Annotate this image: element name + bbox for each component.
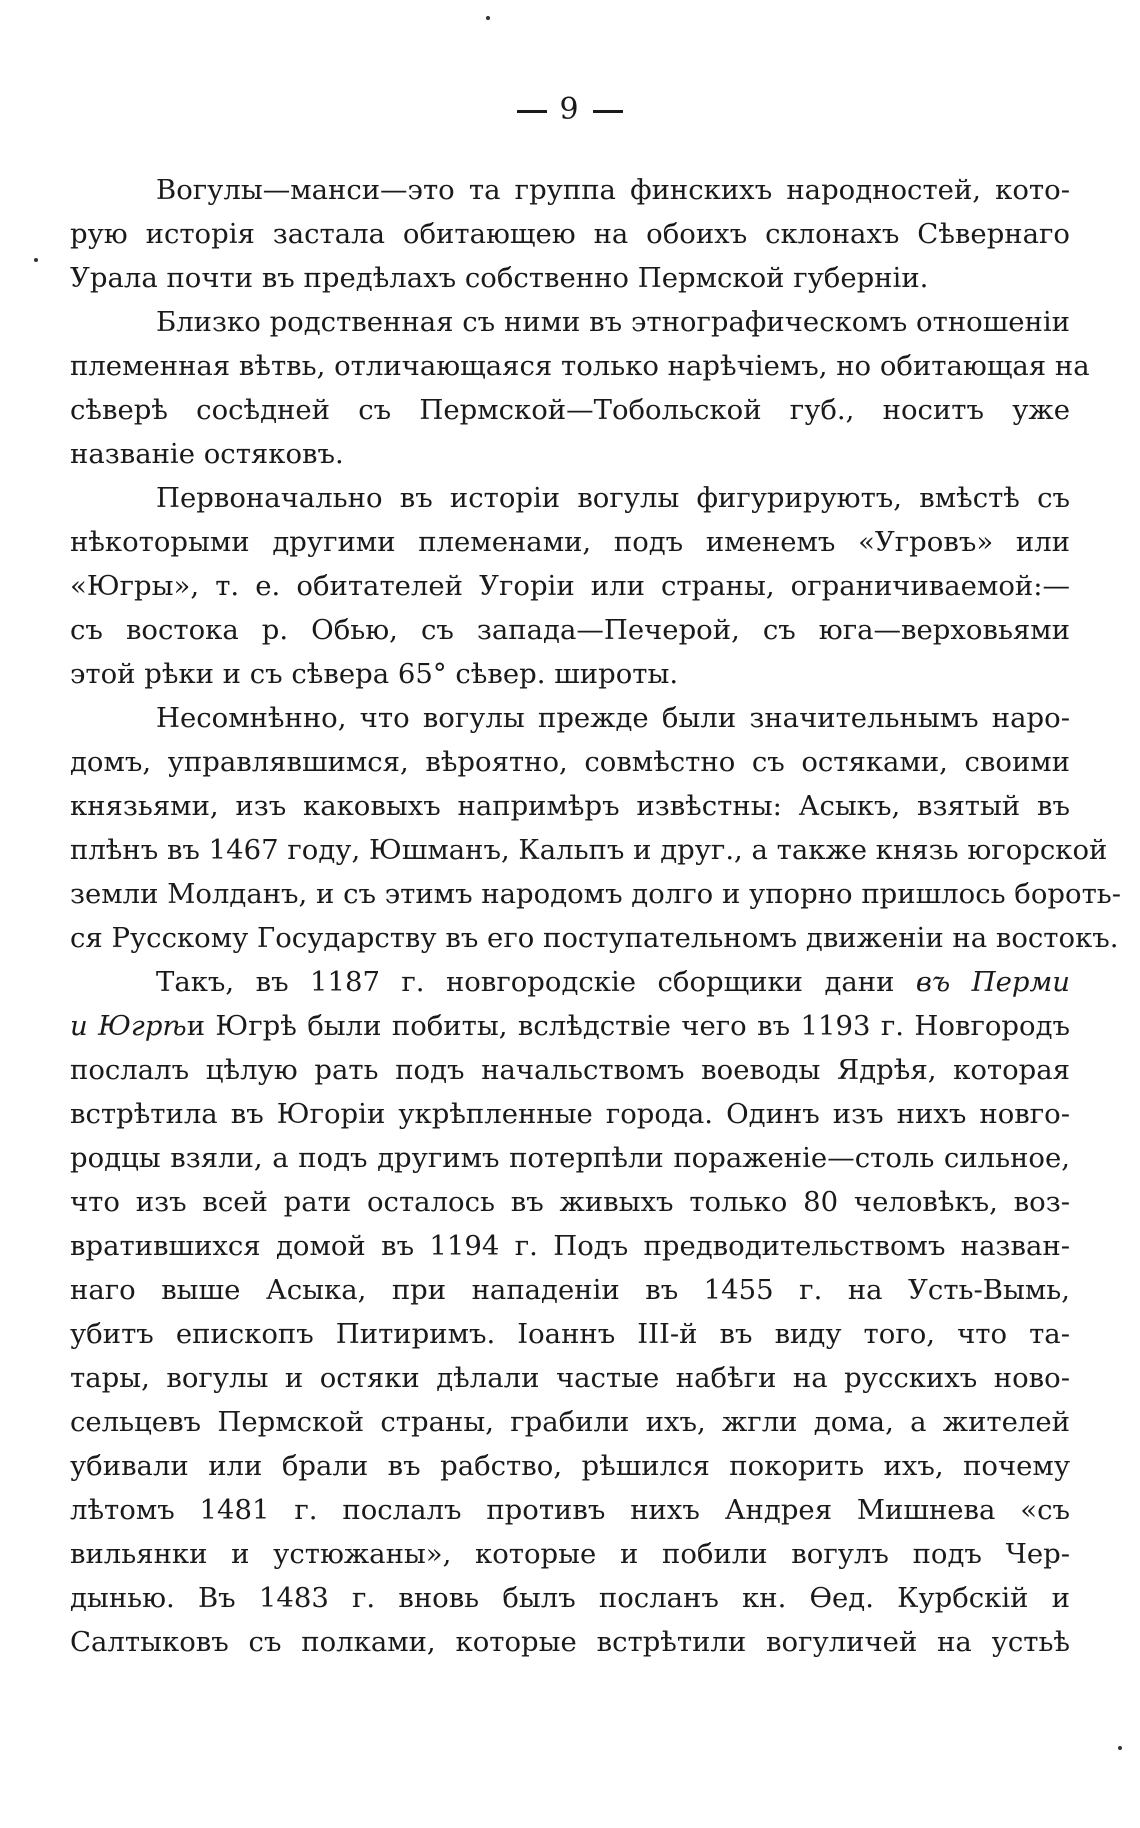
text-line-segment: Такъ, въ 1187 г. новгородскіе сборщики дани [156, 966, 916, 998]
text-line: Вогулы—манси—это та группа финскихъ народностей, кото- [156, 174, 1070, 206]
text-line: съ востока р. Обью, съ запада—Печерой, съ юга—верховьями [70, 614, 1070, 646]
text-line: что изъ всей рати осталось въ живыхъ только 80 человѣкъ, воз- [70, 1186, 1070, 1218]
text-line: убитъ епископъ Питиримъ. Іоаннъ III-й въ виду того, что та- [70, 1318, 1070, 1350]
page-number [0, 92, 1140, 127]
text-line: названіе остяковъ. [70, 438, 344, 470]
text-line: Близко родственная съ ними въ этнографическомъ отношеніи [156, 306, 1070, 338]
text-line: сѣверѣ сосѣдней съ Пермской—Тобольской губ., носитъ уже [70, 394, 1070, 426]
text-line: племенная вѣтвь, отличающаяся только нарѣчіемъ, но обитающая на [70, 350, 1090, 382]
italic-fragment: и Югрѣ [70, 1010, 187, 1042]
text-line-segment: и Югрѣ были побиты, вслѣдствіе чего въ 1193 г. Новгородъ [186, 1010, 1070, 1042]
scan-speck [1118, 1746, 1122, 1750]
text-line: Несомнѣнно, что вогулы прежде были значительнымъ наро- [156, 702, 1070, 734]
text-line: этой рѣки и съ сѣвера 65° сѣвер. широты. [70, 658, 679, 690]
text-line: князьями, изъ каковыхъ напримѣръ извѣстны: Асыкъ, взятый въ [70, 790, 1070, 822]
text-line: ся Русскому Государству въ его поступательномъ движеніи на востокъ. [70, 922, 1119, 954]
text-line: Урала почти въ предѣлахъ собственно Пермской губерніи. [70, 262, 929, 294]
page-number-dash-right [593, 110, 623, 113]
text-line [70, 960, 1070, 1004]
text-line: сельцевъ Пермской страны, грабили ихъ, жгли дома, а жителей [70, 1406, 1070, 1438]
text-line: родцы взяли, а подъ другимъ потерпѣли пораженіе—столь сильное, [70, 1142, 1070, 1174]
text-line: Салтыковъ съ полками, которые встрѣтили вогуличей на устьѣ [70, 1626, 1070, 1658]
text-line: тары, вогулы и остяки дѣлали частые набѣги на русскихъ ново- [70, 1362, 1070, 1394]
scan-speck [34, 258, 38, 262]
text-line [70, 1004, 1070, 1048]
text-line: вильянки и устюжаны», которые и побили вогулъ подъ Чер- [70, 1538, 1070, 1570]
text-line: плѣнъ въ 1467 году, Юшманъ, Кальпъ и друг., а также князь югорской [70, 834, 1108, 866]
italic-fragment: въ Перми [915, 966, 1070, 998]
text-line: домъ, управлявшимся, вѣроятно, совмѣстно съ остяками, своими [70, 746, 1070, 778]
text-line: «Югры», т. е. обитателей Угоріи или страны, ограничиваемой:— [70, 570, 1070, 602]
text-line: нѣкоторыми другими племенами, подъ именемъ «Угровъ» или [70, 526, 1070, 558]
text-line: вратившихся домой въ 1194 г. Подъ предводительствомъ назван- [70, 1230, 1070, 1262]
page-number-dash-left [517, 110, 547, 113]
text-line: рую исторія застала обитающею на обоихъ склонахъ Сѣвернаго [70, 218, 1070, 250]
text-line: наго выше Асыка, при нападеніи въ 1455 г. на Усть-Вымь, [70, 1274, 1070, 1306]
text-line: убивали или брали въ рабство, рѣшился покорить ихъ, почему [70, 1450, 1070, 1482]
page-number-value: 9 [559, 92, 581, 127]
text-line: дынью. Въ 1483 г. вновь былъ посланъ кн. Ѳед. Курбскій и [70, 1582, 1070, 1614]
text-line: лѣтомъ 1481 г. послалъ противъ нихъ Андрея Мишнева «съ [70, 1494, 1070, 1526]
text-line: послалъ цѣлую рать подъ начальствомъ воеводы Ядрѣя, которая [70, 1054, 1070, 1086]
text-line: земли Молданъ, и съ этимъ народомъ долго и упорно пришлось бороть- [70, 878, 1122, 910]
text-line: встрѣтила въ Югоріи укрѣпленные города. Одинъ изъ нихъ новго- [70, 1098, 1070, 1130]
body-text [70, 168, 1122, 1664]
scan-speck [486, 16, 490, 20]
text-line: Первоначально въ исторіи вогулы фигурируютъ, вмѣстѣ съ [156, 482, 1070, 514]
